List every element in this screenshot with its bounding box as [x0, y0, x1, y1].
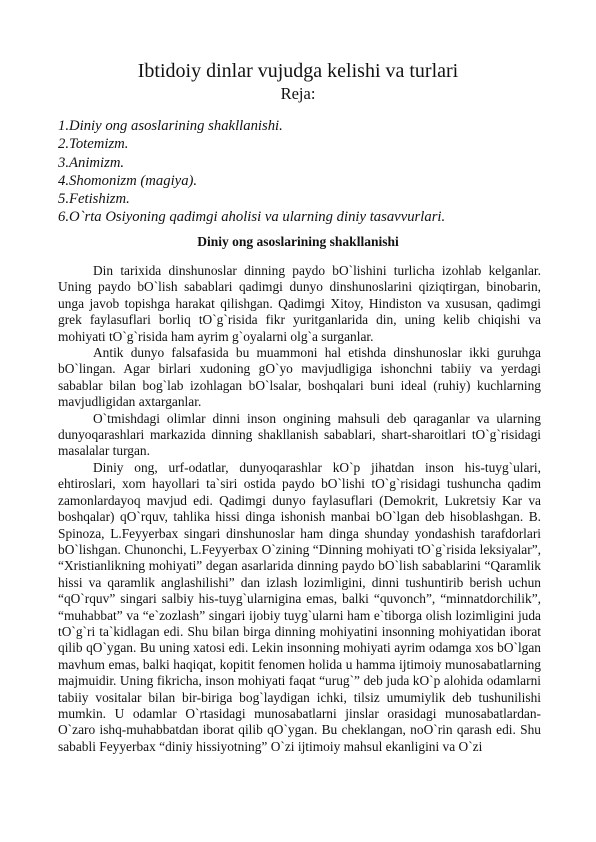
- paragraph: Antik dunyo falsafasida bu muammoni hal etishda dinshunoslar ikki guruhga bO`lingan. Agar birlari xudoning gO`yo mavjudligiga ishonchni tabiiy va yerdagi sabablar bilan bog`lab izohlagan bO`lsalar, boshqalari buni ideal (ruhiy) kuchlarning mavjudligidan axtarganlar.: [58, 345, 541, 410]
- section-heading: Diniy ong asoslarining shakllanishi: [197, 234, 399, 249]
- plan-item: 5.Fetishizm.: [58, 191, 130, 208]
- plan-item: 1.Diniy ong asoslarining shakllanishi.: [58, 118, 283, 134]
- paragraph: O`tmishdagi olimlar dinni inson ongining mahsuli deb qaraganlar va ularning dunyoqarashlari markazida dinning shakllanish sabablari, shart-sharoitlari tO`g`risidagi masalalar turgan.: [58, 410, 541, 459]
- plan-item: 6.O`rta Osiyoning qadimgi aholisi va ularning diniy tasavvurlari.: [58, 209, 446, 226]
- paragraph: Diniy ong, urf-odatlar, dunyoqarashlar kO`p jihatdan inson his-tuyg`ulari, ehtiroslari, xom hayollari ta`siri ostida paydo bO`lishi tO`g`risidagi tushuncha qadim zamonlardayoq mavjud edi. Qadimgi dunyo faylasuflari (Demokrit, Lukretsiy Kar va boshqalar) qO`rquv, tahlika hissi dinga ishonish manbai bO`lgan deb hisoblashgan. B. Spinoza, L.Feyyerbax singari dinshunoslar ham dinga shunday yondashish tarafdorlari bO`lishgan. Chunonchi, L.Feyyerbax O`zining “Dinning mohiyati tO`g`risida leksiyalar”, “Xristianlikning mohiyati” degan asarlarida dinning paydo bO`lish sabablarini “Qaramlik hissi va qaramlik anglashilishi” dan izlash lozimligini, dinni tushuntirib berish uchun “qO`rquv” singari salbiy his-tuyg`ularnigina emas, balki “quvonch”, “minnatdorchilik”, “muhabbat” va “e`zozlash” singari ijobiy tuyg`ularni ham e`tiborga olish lozimligini juda tO`g`ri ta`kidlagan edi. Shu bilan birga dinning mohiyatini insonning mohiyatidan iborat qilib qO`ygan. Bu uning xatosi edi. Lekin insonning mohiyati ayrim odamga xos bO`lgan mavhum emas, balki haqiqat, kopitit fenomen holida u hamma ijtimoiy munosabatlarning majmuidir. Uning fikricha, inson mohiyati faqat “urug`” deb juda kO`p alohida odamlarni tabiiy vositalar bilan bir-biriga bog`laydigan ichki, tilsiz umumiylik deb tushunilishi mumkin. U odamlar O`rtasidagi munosabatlarni jinslar orasidagi munosabatlardan-O`zaro ishq-muhabbatdan iborat qilib qO`ygan. Bu cheklangan, noO`rin qarash edi. Shu sababli Feyyerbax “diniy hissiyotning” O`zi ijtimoiy mahsul ekanligini va O`zi: [58, 459, 541, 754]
- plan-item: 3.Animizm.: [58, 154, 125, 171]
- plan-item: 2.Totemizm.: [58, 136, 129, 153]
- paragraph: Din tarixida dinshunoslar dinning paydo bO`lishini turlicha izohlab kelganlar. Uning paydo bO`lish sabablari qadimgi dunyo dinshunoslarini qiziqtirgan, binobarin, unga javob topishga harakat qilishgan. Qadimgi Xitoy, Hindiston va xususan, qadimgi grek faylasuflari borliq tO`g`risida fikr yuritganlarida din, uning kelib chiqishi va mohiyati tO`g`risida ham ayrim g`oyalarni olg`a surganlar.: [58, 263, 541, 344]
- page-title: Ibtidoiy dinlar vujudga kelishi va turlari: [137, 60, 459, 82]
- plan-list: [58, 117, 558, 227]
- plan-item: 4.Shomonizm (magiya).: [58, 172, 198, 189]
- plan-heading: Reja:: [280, 84, 316, 103]
- body-text: [58, 263, 541, 755]
